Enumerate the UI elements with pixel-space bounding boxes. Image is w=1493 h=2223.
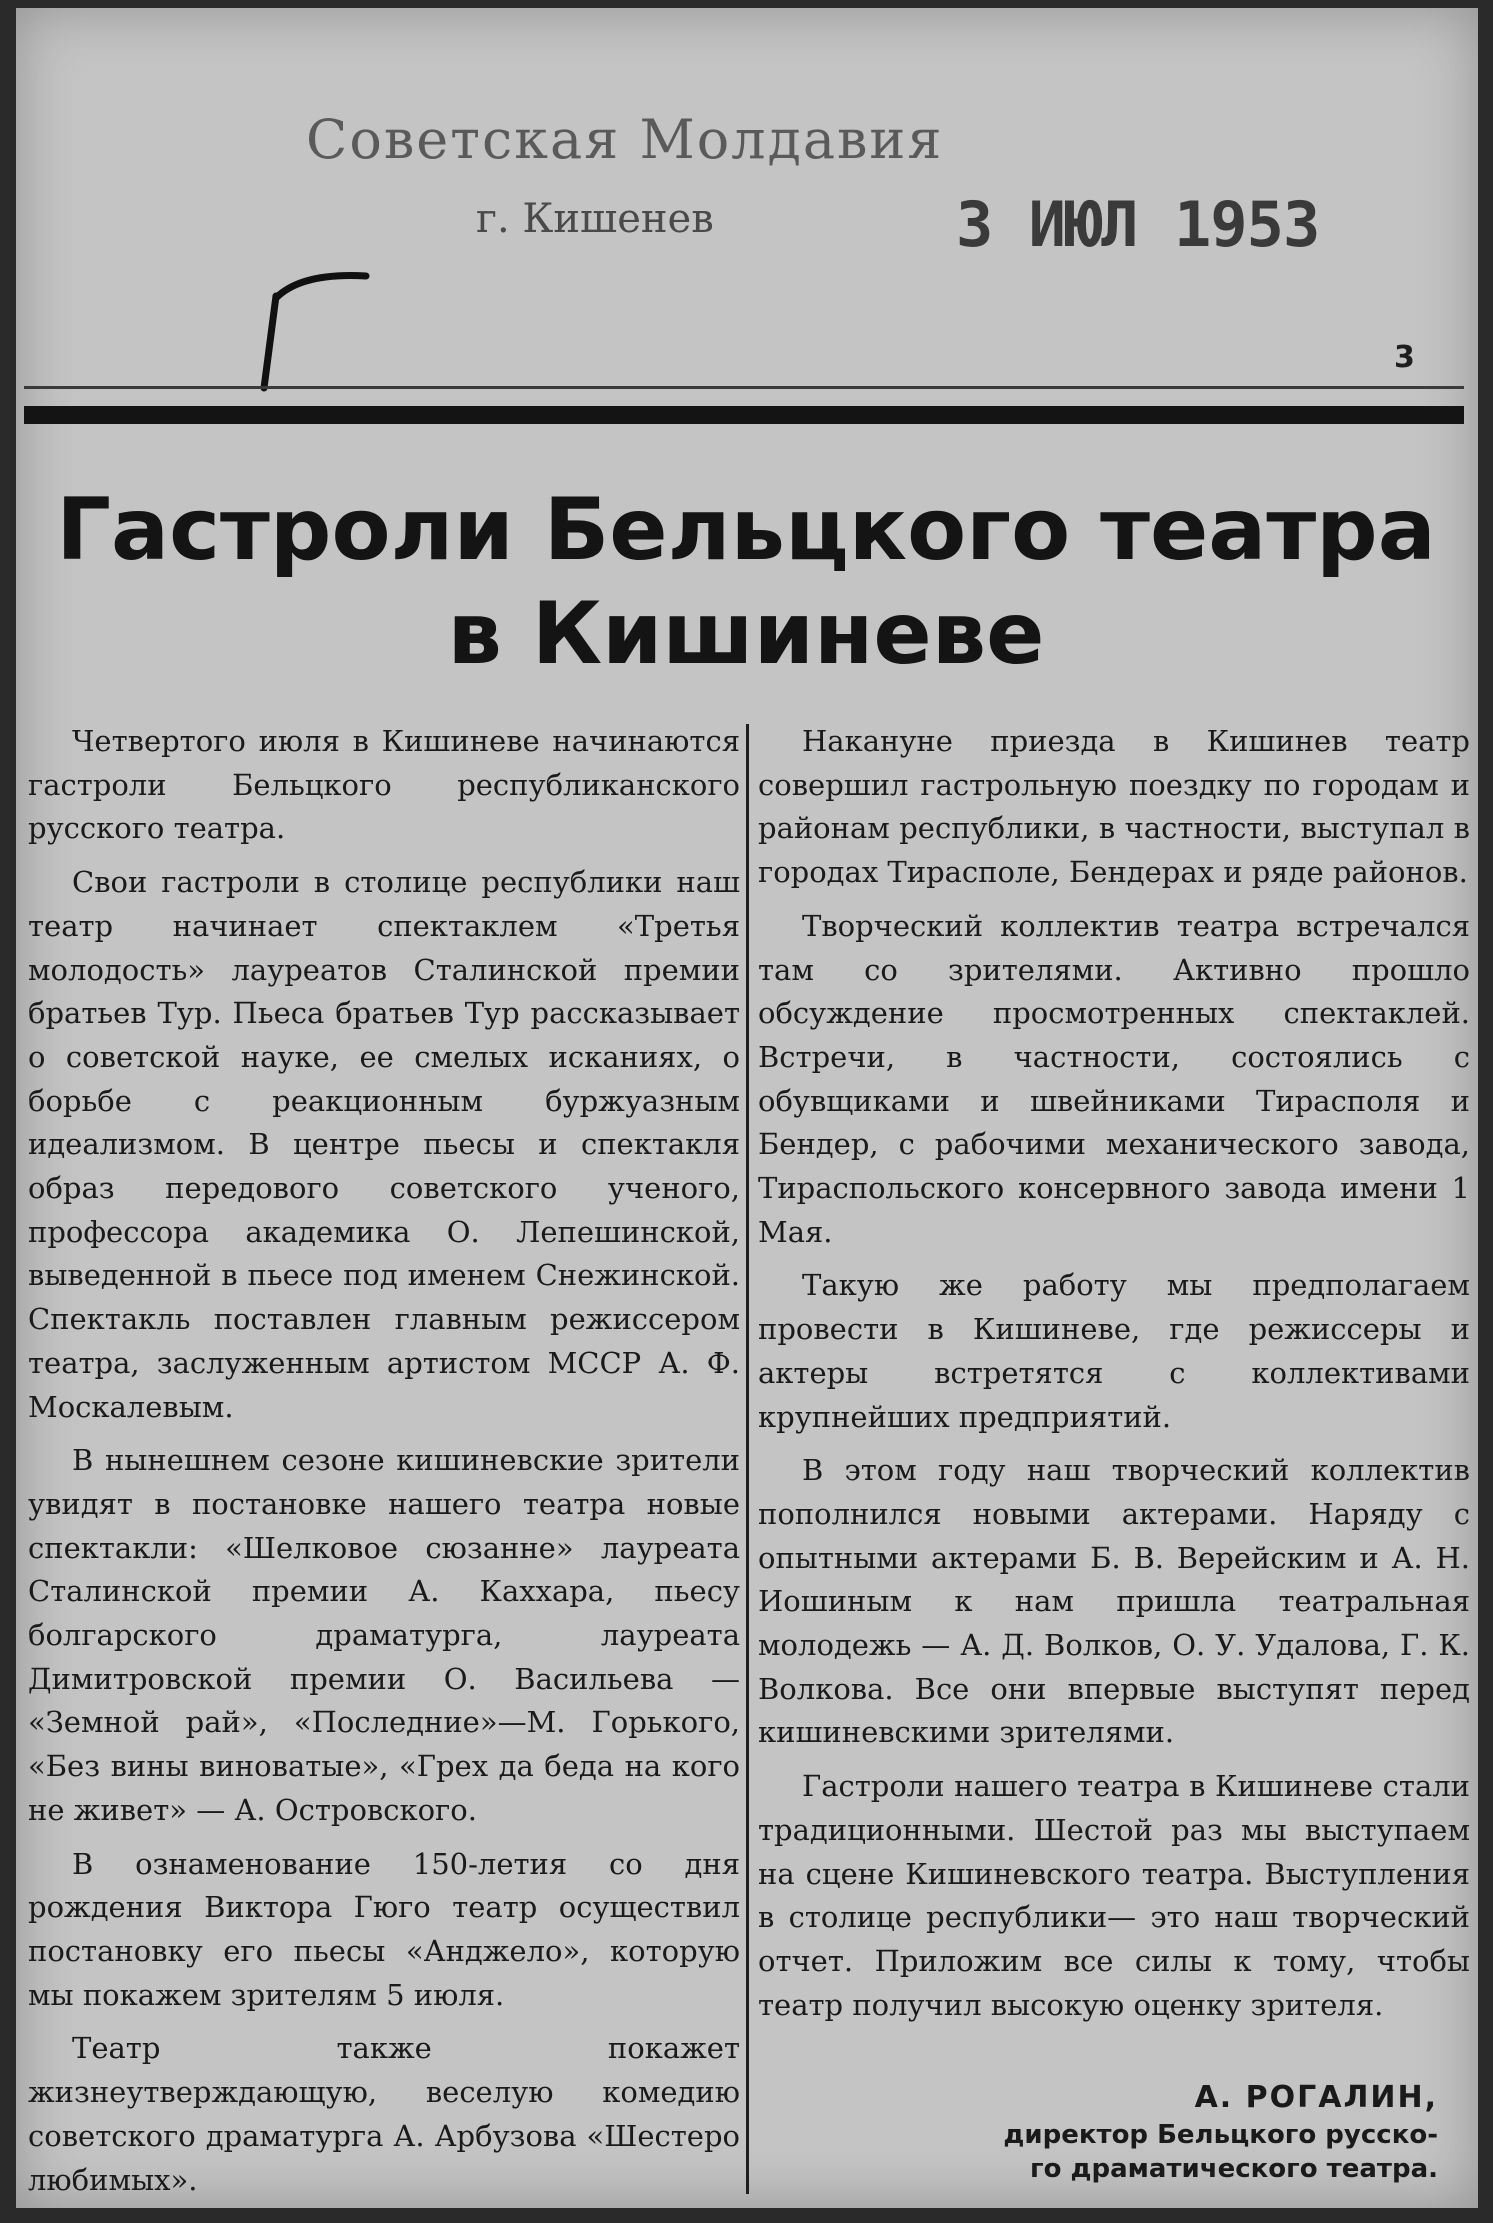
- paragraph: Театр также покажет жизнеутверждающую, веселую комедию советского драматурга А. Арбузова «Шестеро любимых».: [28, 2031, 740, 2197]
- page-number: 3: [1394, 340, 1415, 375]
- newspaper-name: Советская Молдавия: [306, 108, 944, 171]
- newspaper-city: г. Кишенев: [476, 196, 714, 242]
- paragraph: Такую же работу мы предполагаем провести в Кишиневе, где режиссеры и актеры встретятся с коллективами крупнейших предприятий.: [758, 1268, 1470, 1434]
- paragraph: В этом году наш творческий коллектив пополнился новыми актерами. Наряду с опытными актерами Б. В. Верейским и А. Н. Иошиным к нам пришла театральная молодежь — А. Д. Волков, О. У. Удалова, Г. К. Волкова. Все они впервые выступят перед кишиневскими зрителями.: [758, 1453, 1470, 1750]
- article-title: [56, 478, 1436, 686]
- signature-role-line-2: го драматического театра.: [1030, 2154, 1438, 2184]
- clipping-header: [16, 8, 1478, 428]
- title-line-1: Гастроли Бельцкого театра: [56, 480, 1436, 580]
- signature: [1003, 2078, 1438, 2186]
- paragraph: В нынешнем сезоне кишиневские зрители увидят в постановке нашего театра новые спектакли: «Шелковое сюзанне» лауреата Сталинской премии А. Каххара, пьесу болгарского драматурга, лауреата Димитровской премии О. Васильева — «Земной рай», «Последние»—М. Горького, «Без вины виноватые», «Грех да беда на кого не живет» — А. Островского.: [28, 1443, 740, 1827]
- paragraph: Четвертого июля в Кишиневе начинаются гастроли Бельцкого республиканского русского театра.: [28, 724, 740, 846]
- newspaper-clipping: [16, 8, 1478, 2208]
- paragraph: Гастроли нашего театра в Кишиневе стали традиционными. Шестой раз мы выступаем на сцене Кишиневского театра. Выступления в столице республики— это наш творческий отчет. Приложим все силы к тому, чтобы театр получил высокую оценку зрителя.: [758, 1769, 1470, 2022]
- paragraph: Накануне приезда в Кишинев театр совершил гастрольную поездку по городам и районам республики, в частности, выступал в городах Тирасполе, Бендерах и ряде районов.: [758, 724, 1470, 890]
- header-thin-rule: [24, 386, 1464, 389]
- paragraph: Творческий коллектив театра встречался там со зрителями. Активно прошло обсуждение просмотренных спектаклей. Встречи, в частности, состоялись с обувщиками и швейниками Тирасполя и Бендер, с рабочими механического завода, Тираспольского консервного завода имени 1 Мая.: [758, 908, 1470, 1249]
- paragraph: Свои гастроли в столице республики наш театр начинает спектаклем «Третья молодость» лауреатов Сталинской премии братьев Тур. Пьеса братьев Тур рассказывает о советской науке, ее смелых исканиях, о борьбе с реакционным буржуазным идеализмом. В центре пьесы и спектакля образ передового советского ученого, профессора академика О. Лепешинской, выведенной в пьесе под именем Снежинской. Спектакль поставлен главным режиссером театра, заслуженным артистом МССР А. Ф. Москалевым.: [28, 865, 740, 1424]
- signature-name: А. РОГАЛИН,: [1194, 2080, 1438, 2115]
- column-divider: [746, 724, 749, 2194]
- paragraph: В ознаменование 150-летия со дня рождения Виктора Гюго театр осуществил постановку его пьесы «Анджело», которую мы покажем зрителям 5 июля.: [28, 1846, 740, 2012]
- article-column-right: [758, 720, 1470, 2037]
- title-line-2: в Кишиневе: [447, 584, 1045, 684]
- header-rule: [24, 406, 1464, 424]
- date-stamp: 3 ИЮЛ 1953: [956, 188, 1320, 261]
- article-column-left: [28, 720, 740, 2212]
- signature-role-line-1: директор Бельцкого русско-: [1003, 2120, 1438, 2150]
